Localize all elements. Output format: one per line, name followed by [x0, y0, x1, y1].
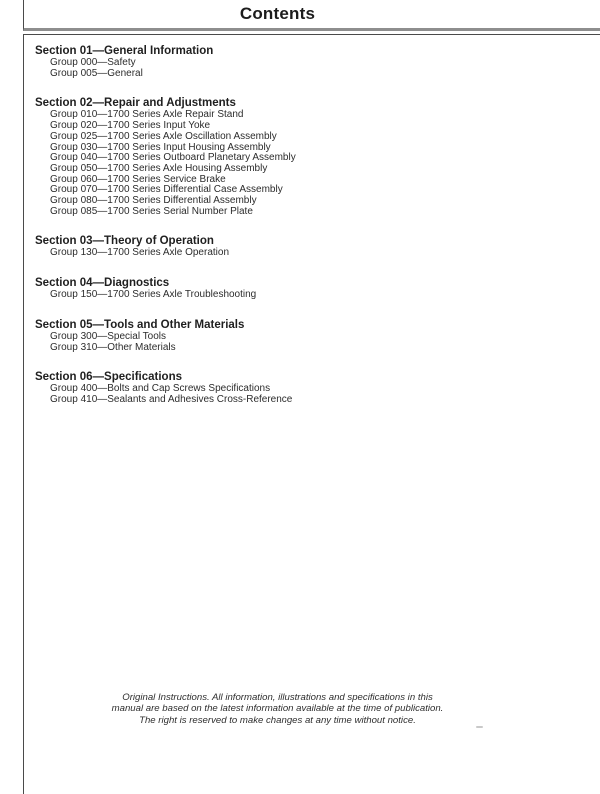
- footer-notice: [24, 692, 531, 726]
- toc-section-06: [35, 370, 600, 405]
- footer-line: manual are based on the latest information available at the time of publication.: [111, 703, 444, 715]
- toc-section-title: Section 02—Repair and Adjustments: [35, 97, 236, 110]
- footer-line: The right is reserved to make changes at any time without notice.: [139, 714, 416, 726]
- contents-header-box: [23, 0, 600, 31]
- toc-group-entry: Group 030—1700 Series Input Housing Assembly: [50, 141, 271, 153]
- toc-section-title: Section 01—General Information: [35, 45, 214, 57]
- toc-group-entry: Group 050—1700 Series Axle Housing Assembly: [50, 162, 268, 174]
- toc-section-05: [35, 318, 600, 353]
- toc-group-entry: Group 005—General: [50, 67, 143, 79]
- scan-artifact: [476, 726, 483, 728]
- toc-group-entry: Group 150—1700 Series Axle Troubleshooting: [50, 289, 257, 301]
- toc-section-title: Section 03—Theory of Operation: [35, 235, 214, 248]
- contents-body-box: [23, 34, 600, 794]
- toc-group-entry: Group 410—Sealants and Adhesives Cross-Reference: [50, 393, 293, 405]
- footer-line: Original Instructions. All information, illustrations and specifications in this: [122, 692, 433, 703]
- toc-group-entry: Group 025—1700 Series Axle Oscillation Assembly: [50, 130, 277, 142]
- toc-group-entry: Group 060—1700 Series Service Brake: [50, 173, 226, 185]
- toc-group-entry: Group 310—Other Materials: [50, 341, 176, 353]
- toc-group-entry: Group 040—1700 Series Outboard Planetary Assembly: [50, 152, 296, 164]
- toc-group-entry: Group 080—1700 Series Differential Assembly: [50, 195, 257, 207]
- toc-section-title: Section 06—Specifications: [35, 371, 182, 384]
- toc-section-01: [35, 44, 600, 79]
- toc-section-04: [35, 276, 600, 301]
- toc-group-entry: Group 400—Bolts and Cap Screws Specifications: [50, 383, 271, 395]
- toc-group-entry: Group 085—1700 Series Serial Number Plate: [50, 205, 253, 217]
- toc-section-title: Section 04—Diagnostics: [35, 277, 170, 290]
- toc-group-entry: Group 070—1700 Series Differential Case Assembly: [50, 184, 283, 196]
- toc-section-03: [35, 234, 600, 259]
- toc-group-entry: Group 010—1700 Series Axle Repair Stand: [50, 109, 244, 121]
- toc-section-02: [35, 96, 600, 217]
- toc-section-title: Section 05—Tools and Other Materials: [35, 318, 245, 331]
- toc-group-entry: Group 130—1700 Series Axle Operation: [50, 247, 229, 259]
- toc-group-entry: Group 000—Safety: [50, 57, 136, 68]
- page-title: Contents: [239, 4, 316, 23]
- table-of-contents: [35, 44, 600, 406]
- toc-group-entry: Group 020—1700 Series Input Yoke: [50, 120, 211, 132]
- toc-group-entry: Group 300—Special Tools: [50, 330, 166, 342]
